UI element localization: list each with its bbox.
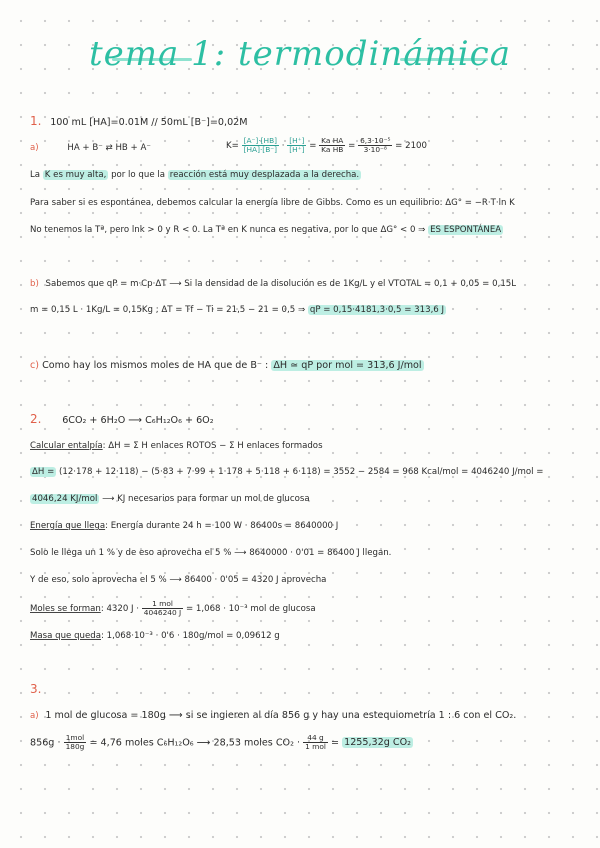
s1-b-label: b) bbox=[30, 279, 39, 289]
k-frac-3 bbox=[319, 137, 345, 154]
section-3-header bbox=[30, 682, 41, 696]
k-frac-2-num: [H⁺] bbox=[289, 136, 305, 145]
k-frac-3-num: Ka HA bbox=[319, 137, 345, 146]
s2-line-8 bbox=[30, 631, 280, 641]
line2-k-highlight: K es muy alta, bbox=[44, 170, 107, 180]
moles-post: = 1,068 · 10⁻³ mol de glucosa bbox=[185, 603, 316, 614]
kj-per-mol-text: ⟶ KJ necesarios para formar un mol de glucosa bbox=[102, 494, 310, 504]
line2-mid: por lo que la bbox=[111, 170, 165, 180]
s3-a-line bbox=[30, 710, 516, 722]
k-label: K= bbox=[226, 140, 239, 151]
mass-label: Masa que queda bbox=[30, 631, 101, 641]
qp-result-highlight: qP = 0,15·4181,3·0,5 = 313,6 J bbox=[309, 305, 445, 315]
s2-line-6: Y de eso, solo aprovecha el 5 % ⟶ 86400 · 0'05 = 4320 J aprovecha bbox=[30, 575, 327, 585]
s3-frac-2-den: 1 mol bbox=[305, 741, 326, 751]
s1-line-3: Para saber si es espontánea, debemos calcular la energía libre de Gibbs. Como es un equilibrio: ΔG° = −R·T·ln K bbox=[30, 198, 515, 208]
line2-highlight: reacción está muy desplazada a la derecha. bbox=[169, 170, 360, 180]
s2-line-2 bbox=[30, 467, 543, 477]
s1-line-4 bbox=[30, 225, 503, 235]
s1-a-label: a) bbox=[30, 143, 39, 153]
k-frac-2 bbox=[287, 137, 306, 154]
section-3-number: 3. bbox=[30, 682, 42, 696]
moles-frac-num: 1 mol bbox=[142, 600, 183, 609]
section-2-number: 2. bbox=[30, 412, 42, 426]
s3-b-pre: 856g · bbox=[30, 737, 61, 749]
k-frac-4-num: 6,3·10⁻⁵ bbox=[360, 136, 391, 145]
s3-frac-2-num: 44 g bbox=[303, 734, 328, 743]
s1-a-equation: HA + B⁻ ⇄ HB + A⁻ bbox=[67, 143, 151, 153]
k-dot: · bbox=[281, 140, 285, 151]
s3-frac-1 bbox=[64, 734, 87, 751]
s1-b-text-2: m = 0,15 L · 1Kg/L = 0,15Kg ; ΔT = Tf − Ti = 21,5 − 21 = 0,5 ⇒ bbox=[30, 305, 306, 315]
s1-line-2 bbox=[30, 170, 361, 180]
spontaneous-highlight: ES ESPONTÁNEA bbox=[430, 225, 502, 235]
moles-frac bbox=[142, 600, 183, 617]
enthalpy-highlight: ΔH ≃ qP por mol = 313,6 J/mol bbox=[273, 360, 422, 371]
energy-text: : Energía durante 24 h = 100 W · 86400s = 8640000 J bbox=[105, 521, 339, 531]
moles-pre: : 4320 J · bbox=[100, 603, 140, 614]
enthalpy-formula: : ΔH = Σ H enlaces ROTOS − Σ H enlaces formados bbox=[102, 441, 323, 451]
page-title: tema 1: termodinámica bbox=[89, 34, 511, 74]
k-frac-3-den: Ka HB bbox=[321, 144, 344, 154]
s1-a-row bbox=[30, 143, 151, 153]
line4-pre: No tenemos la Tª, pero lnk > 0 y R < 0. La Tª en K nunca es negativa, por lo que ΔG° < 0 ⇒ bbox=[30, 225, 426, 235]
s2-line-1 bbox=[30, 441, 323, 451]
s1-c-label: c) bbox=[30, 360, 40, 371]
k-frac-1-den: [HA]·[B⁻] bbox=[243, 144, 278, 154]
energy-label: Energía que llega bbox=[30, 521, 106, 531]
k-frac-2-den: [H⁺] bbox=[289, 144, 305, 154]
s3-frac-1-num: 1mol bbox=[64, 734, 87, 743]
delta-h-calc: (12·178 + 12·118) − (5·83 + 7·99 + 1·178 + 5·118 + 6·118) = 3552 − 2584 = 968 Kcal/mol = 4046240 J/mol = bbox=[59, 467, 544, 477]
k-result: = 2100 bbox=[395, 140, 427, 151]
s2-line-4 bbox=[30, 521, 338, 531]
s3-b-line bbox=[30, 734, 413, 751]
s2-line-7 bbox=[30, 600, 316, 617]
section-2-reaction: 6CO₂ + 6H₂O ⟶ C₆H₁₂O₆ + 6O₂ bbox=[62, 415, 214, 426]
s2-line-3 bbox=[30, 494, 310, 504]
moles-frac-den: 4046240 J bbox=[143, 607, 182, 617]
k-frac-4-den: 3·10⁻⁸ bbox=[363, 144, 387, 154]
line2-pre: La bbox=[30, 170, 41, 180]
k-frac-4 bbox=[358, 137, 392, 154]
k-frac-1-num: [A⁻]·[HB] bbox=[243, 136, 278, 145]
delta-h-highlight: ΔH = bbox=[32, 467, 55, 477]
section-1-header bbox=[30, 114, 248, 129]
co2-result-highlight: 1255,32g CO₂ bbox=[344, 737, 412, 749]
k-equals: = bbox=[309, 140, 317, 151]
section-2-header bbox=[30, 412, 214, 427]
moles-label: Moles se forman bbox=[30, 603, 101, 614]
section-1-number: 1. bbox=[30, 114, 42, 128]
section-1-given: 100 mL [HA]=0.01M // 50mL [B⁻]=0,02M bbox=[50, 117, 248, 128]
s2-line-5: Solo le llega un 1 % y de eso aprovecha el 5 % ⟶ 8640000 · 0'01 = 86400 J llegan. bbox=[30, 548, 392, 558]
s3-b-mid: = 4,76 moles C₆H₁₂O₆ ⟶ 28,53 moles CO₂ · bbox=[89, 737, 301, 749]
s1-b-text-1: Sabemos que qP = m·Cp·ΔT ⟶ Si la densidad de la disolución es de 1Kg/L y el VTOTAL = 0,1 + 0,05 = 0,15L bbox=[45, 279, 517, 289]
s3-frac-2 bbox=[303, 734, 328, 751]
mass-text: : 1,068·10⁻³ · 0'6 · 180g/mol = 0,09612 g bbox=[101, 631, 280, 641]
s1-b-line-2 bbox=[30, 305, 446, 315]
s3-a-label: a) bbox=[30, 711, 39, 721]
s1-b-line-1 bbox=[30, 279, 516, 289]
s3-a-text: 1 mol de glucosa = 180g ⟶ si se ingieren al día 856 g y hay una estequiometría 1 : 6 con el CO₂. bbox=[45, 710, 517, 721]
s1-c-text: Como hay los mismos moles de HA que de B⁻ : bbox=[42, 360, 269, 371]
k-frac-1 bbox=[242, 137, 279, 154]
kj-per-mol-highlight: 4046,24 KJ/mol bbox=[32, 494, 98, 504]
s1-c-line bbox=[30, 360, 424, 372]
s1-k-expression bbox=[226, 137, 427, 154]
s3-b-equals: = bbox=[330, 737, 340, 749]
s3-frac-1-den: 180g bbox=[65, 741, 85, 751]
k-equals-2: = bbox=[348, 140, 356, 151]
enthalpy-label: Calcular entalpía bbox=[30, 441, 103, 451]
